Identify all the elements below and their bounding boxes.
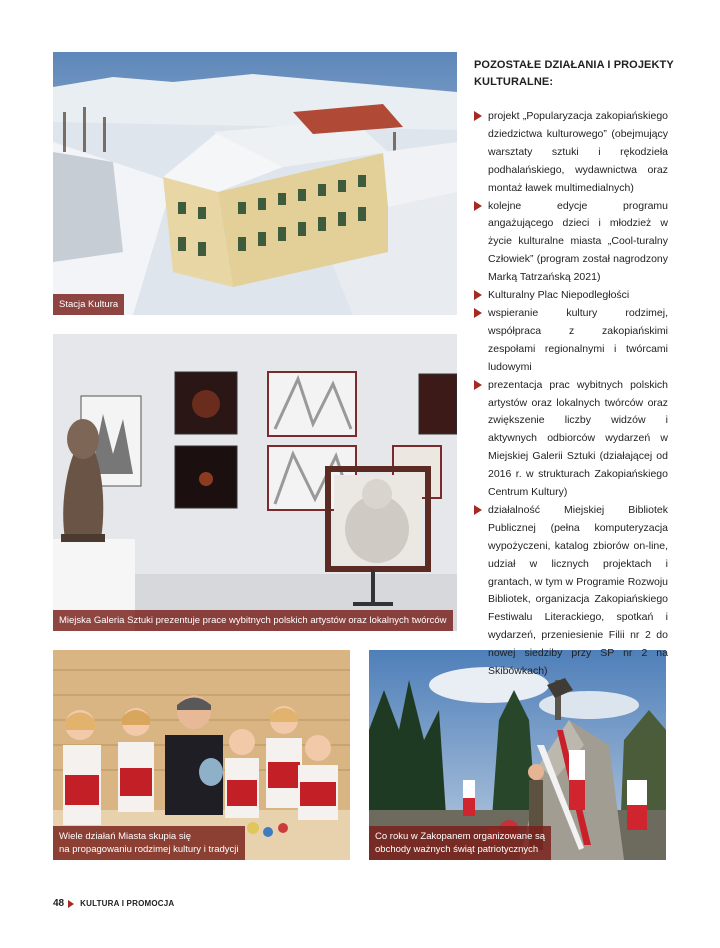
- triangle-bullet-icon: [474, 111, 482, 121]
- list-item: [474, 108, 668, 198]
- caption-line: Co roku w Zakopanem organizowane są: [375, 831, 546, 842]
- photo-miejska-galeria-sztuki: [53, 334, 457, 631]
- page-number: 48: [53, 898, 65, 909]
- footer-section-name: KULTURA I PROMOCJA: [80, 899, 175, 908]
- list-item-text: Kulturalny Plac Niepodległości: [488, 289, 630, 302]
- list-item-text: projekt „Popularyzacja zakopiańskiego dziedzictwa kulturowego” (obejmujący warsztaty sztuki i rękodzieła podhalańskiego, wydawnictwa oraz montaż ławek multimedialnych): [488, 110, 668, 194]
- list-item-text: kolejne edycje programu angażującego dzieci i młodzież w życie kulturalne miasta „Cool-turalny Człowiek” (program został nagrodzony Marką Tatrzańską 2021): [488, 199, 668, 284]
- list-item: [474, 502, 668, 681]
- projects-list: [474, 108, 668, 681]
- list-item-text: działalność Miejskiej Bibliotek Publicznej (pełna komputeryzacja wypożyczeni, katalog zbiorów on-line, udział w licznych projektach i grantach, w tym w Programie Rozwoju Bibliotek, organizacja Zakopiańskiego Festiwalu Literackiego, spotkań i wydarzeń, przeniesienie Filii nr 2 do nowej siedziby przy SP nr 2 na Skibówkach): [488, 503, 668, 678]
- stacja-kultura-image: [53, 52, 457, 315]
- triangle-bullet-icon: [474, 290, 482, 300]
- list-item: [474, 377, 668, 502]
- list-item: [474, 198, 668, 288]
- triangle-bullet-icon: [474, 308, 482, 318]
- list-item: [474, 305, 668, 377]
- caption-line: na propagowaniu rodzimej kultury i tradycji: [59, 844, 239, 855]
- gallery-image: [53, 334, 457, 631]
- list-item: [474, 287, 668, 305]
- list-item-text: wspieranie kultury rodzimej, współpraca z zakopiańskimi zespołami regionalnymi i twórcami ludowymi: [488, 306, 668, 373]
- photo-stacja-kultura: [53, 52, 457, 315]
- triangle-bullet-icon: [474, 201, 482, 211]
- triangle-bullet-icon: [68, 900, 74, 908]
- photo-folk-culture-children: [53, 650, 350, 860]
- photo-caption: [369, 826, 551, 860]
- triangle-bullet-icon: [474, 505, 482, 515]
- page-footer: [53, 898, 174, 909]
- section-title: POZOSTAŁE DZIAŁANIA I PROJEKTY KULTURALNE:: [474, 59, 674, 88]
- list-item-text: prezentacja prac wybitnych polskich artystów oraz lokalnych twórców oraz zwiększenie liczby widzów i aktywnych odbiorców wydarzeń w Miejskiej Galerii Sztuki (działającej od 2016 r. w strukturach Zakopiańskiego Centrum Kultury): [488, 378, 668, 499]
- photo-caption: [53, 826, 245, 860]
- caption-line: Wiele działań Miasta skupia się: [59, 831, 192, 842]
- photo-caption: Miejska Galeria Sztuki prezentuje prace wybitnych polskich artystów oraz lokalnych twórców: [53, 610, 453, 631]
- photo-patriotic-celebration: [369, 650, 666, 860]
- triangle-bullet-icon: [474, 380, 482, 390]
- caption-line: obchody ważnych świąt patriotycznych: [375, 844, 539, 855]
- photo-caption: Stacja Kultura: [53, 294, 124, 315]
